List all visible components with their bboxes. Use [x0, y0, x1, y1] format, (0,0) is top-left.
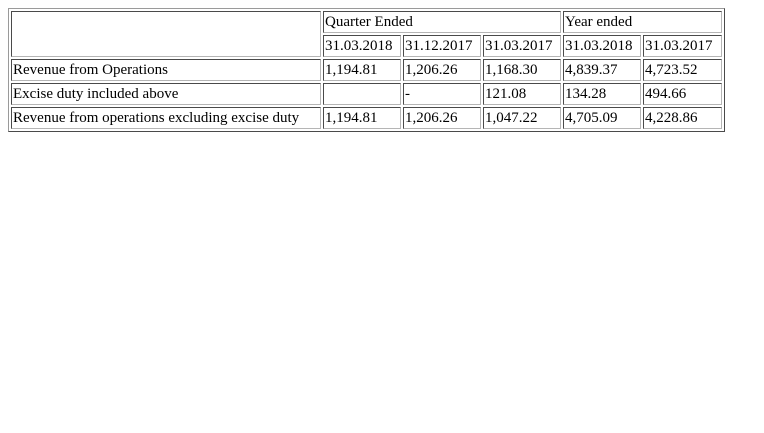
quarter-ended-header: Quarter Ended	[323, 11, 561, 33]
value-cell: 4,228.86	[643, 107, 722, 129]
date-header-q1: 31.03.2018	[323, 35, 401, 57]
value-cell: 1,206.26	[403, 59, 481, 81]
value-cell: 494.66	[643, 83, 722, 105]
value-cell: -	[403, 83, 481, 105]
value-cell: 4,839.37	[563, 59, 641, 81]
group-header-row	[11, 11, 722, 33]
value-cell: 134.28	[563, 83, 641, 105]
row-label: Revenue from operations excluding excise duty	[11, 107, 321, 129]
value-cell: 4,705.09	[563, 107, 641, 129]
date-header-q2: 31.12.2017	[403, 35, 481, 57]
value-cell: 1,206.26	[403, 107, 481, 129]
revenue-table	[8, 8, 725, 132]
value-cell: 4,723.52	[643, 59, 722, 81]
value-cell: 1,194.81	[323, 59, 401, 81]
value-cell	[323, 83, 401, 105]
year-ended-header: Year ended	[563, 11, 722, 33]
table-row	[11, 83, 722, 105]
row-label: Revenue from Operations	[11, 59, 321, 81]
value-cell: 1,047.22	[483, 107, 561, 129]
value-cell: 1,168.30	[483, 59, 561, 81]
date-header-y2: 31.03.2017	[643, 35, 722, 57]
value-cell: 121.08	[483, 83, 561, 105]
row-label: Excise duty included above	[11, 83, 321, 105]
date-header-y1: 31.03.2018	[563, 35, 641, 57]
corner-empty-cell	[11, 11, 321, 57]
value-cell: 1,194.81	[323, 107, 401, 129]
table-row	[11, 59, 722, 81]
table-row	[11, 107, 722, 129]
date-header-q3: 31.03.2017	[483, 35, 561, 57]
